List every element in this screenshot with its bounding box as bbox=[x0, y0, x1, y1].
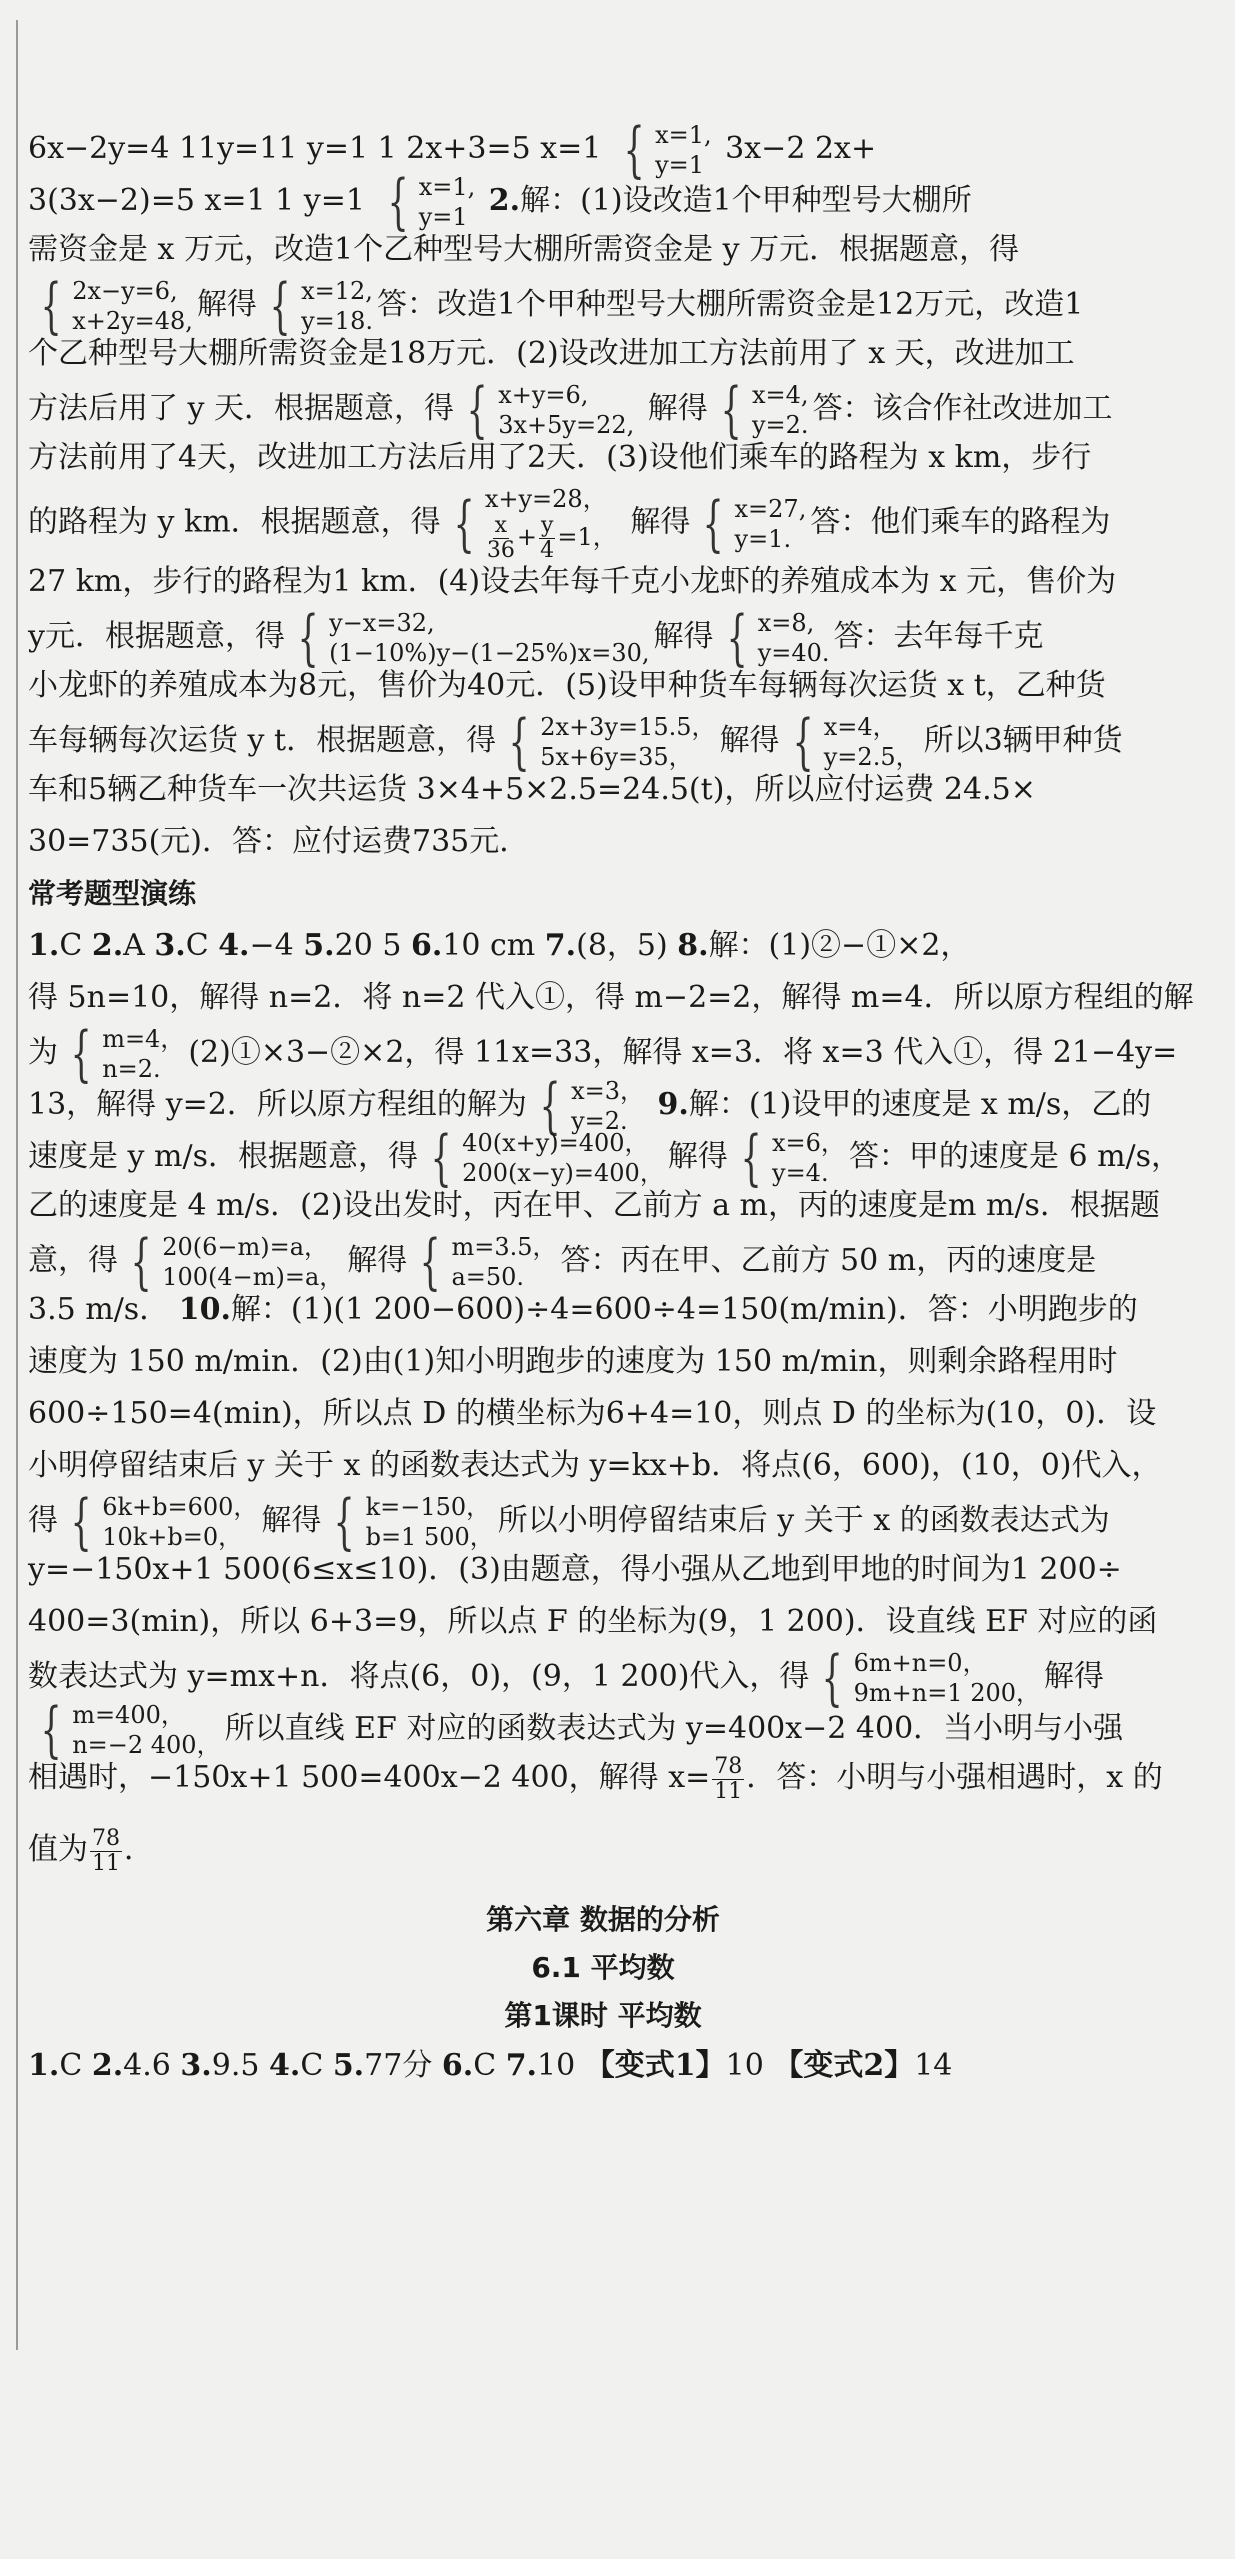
system-rows bbox=[72, 276, 193, 336]
system-row: 2x+3y=15.5， bbox=[540, 713, 716, 741]
equation-system bbox=[325, 1487, 494, 1557]
question-number: 7. bbox=[505, 2048, 538, 2083]
system-row: y=2. bbox=[571, 1107, 628, 1135]
text-run: 答：甲的速度是 6 m/s， bbox=[848, 1139, 1182, 1174]
left-brace: { bbox=[269, 271, 291, 341]
text-line bbox=[28, 556, 1178, 608]
system-row: y=40. bbox=[757, 639, 830, 667]
system-rows bbox=[102, 1024, 184, 1084]
section-heading: 常考题型演练 bbox=[28, 877, 197, 910]
system-rows bbox=[540, 712, 715, 772]
text-line bbox=[28, 1752, 1178, 1824]
question-number: 2. bbox=[488, 183, 521, 218]
text-run: 答：他们乘车的路程为 bbox=[810, 504, 1111, 540]
system-row: x=3， bbox=[571, 1077, 644, 1105]
system-rows bbox=[72, 1700, 220, 1760]
text-run: 4.6 bbox=[123, 2048, 181, 2083]
text-run: 600÷150=4(min)，所以点 D 的横坐标为6+4=10，则点 D 的坐标为(10，0)．设 bbox=[28, 1396, 1157, 1431]
system-row: x+2y=48, bbox=[72, 307, 193, 335]
numerator: 78 bbox=[92, 1825, 120, 1851]
text-line bbox=[28, 707, 1178, 777]
chapter-heading: 6.1 平均数 bbox=[531, 1951, 675, 1984]
text-run: 解得 bbox=[667, 1139, 728, 1174]
text-run: 解得 bbox=[1044, 1659, 1105, 1694]
text-run: 3x−2 2x+ bbox=[715, 131, 877, 166]
text-line bbox=[28, 224, 1178, 276]
text-run bbox=[648, 1087, 658, 1122]
system-row: x=6， bbox=[772, 1129, 845, 1157]
text-run: 10 bbox=[537, 2048, 585, 2083]
text-run: 77分 bbox=[364, 2048, 442, 2083]
text-run: 13，解得 y=2．所以原方程组的解为 bbox=[28, 1087, 527, 1122]
system-row: b=1 500， bbox=[365, 1523, 494, 1551]
system-row: 200(x−y)=400， bbox=[462, 1159, 664, 1187]
left-brace: { bbox=[419, 1227, 441, 1297]
text-line bbox=[28, 1019, 1178, 1089]
left-brace: { bbox=[333, 1487, 355, 1557]
system-row: x=1, bbox=[655, 121, 712, 149]
system-rows bbox=[102, 1492, 257, 1552]
equation-system bbox=[32, 1695, 221, 1765]
system-rows bbox=[758, 608, 830, 668]
system-row: 10k+b=0， bbox=[102, 1523, 243, 1551]
text-run: 3.5 m/s． bbox=[28, 1292, 179, 1327]
text-run: (8，5) bbox=[576, 928, 678, 963]
text-run: 3(3x−2)=5 x=1 1 y=1 bbox=[28, 183, 375, 218]
numerator: y bbox=[540, 513, 554, 538]
text-run: 解得 bbox=[347, 1243, 408, 1278]
text-run bbox=[479, 183, 489, 218]
text-run: 答：去年每千克 bbox=[833, 619, 1044, 654]
text-line bbox=[28, 972, 1194, 1024]
question-number: 5. bbox=[332, 2048, 365, 2083]
text-line bbox=[28, 1487, 1178, 1557]
text-run: C bbox=[473, 2048, 506, 2083]
left-margin-rule bbox=[16, 20, 18, 2350]
question-number: 8. bbox=[677, 928, 709, 963]
text-line bbox=[28, 2040, 1178, 2092]
text-run: 得 bbox=[28, 1503, 58, 1538]
text-run: y=−150x+1 500(6≤x≤10)．(3)由题意，得小强从乙地到甲地的时间为1 200÷ bbox=[28, 1552, 1122, 1587]
text-line bbox=[28, 1284, 1178, 1336]
system-row: (1−10%)y−(1−25%)x=30, bbox=[329, 639, 650, 667]
text-line bbox=[28, 1336, 1178, 1388]
text-run: ．答：小明与小强相遇时，x 的 bbox=[746, 1760, 1163, 1795]
text-run: C bbox=[300, 2048, 333, 2083]
text-line bbox=[28, 1388, 1178, 1440]
question-number: 3. bbox=[180, 2048, 212, 2083]
system-rows bbox=[498, 380, 634, 440]
system-row: 9m+n=1 200， bbox=[853, 1679, 1041, 1707]
text-run: 乙的速度是 4 m/s．(2)设出发时，丙在甲、乙前方 a m，丙的速度是m m/s．根据题 bbox=[28, 1188, 1160, 1223]
denominator: 11 bbox=[714, 1778, 743, 1804]
system-rows bbox=[571, 1076, 644, 1136]
system-row: y=18. bbox=[301, 307, 373, 335]
system-row: 20(6−m)=a， bbox=[162, 1233, 329, 1261]
equation-system bbox=[261, 271, 373, 341]
question-number: 10. bbox=[178, 1292, 231, 1327]
text-line bbox=[28, 920, 1178, 972]
left-brace: { bbox=[720, 375, 742, 445]
text-run: 解得 bbox=[719, 723, 780, 758]
text-run: 值为 bbox=[28, 1832, 88, 1867]
text-run: 10 cm bbox=[442, 928, 545, 963]
text-line bbox=[28, 1695, 1178, 1765]
left-brace: { bbox=[623, 115, 645, 185]
system-rows bbox=[301, 276, 373, 336]
system-row: m=3.5， bbox=[451, 1233, 557, 1261]
text-line bbox=[28, 1227, 1178, 1297]
text-run: 30=735(元)．答：应付运费735元． bbox=[28, 824, 530, 859]
question-number: 4. bbox=[268, 2048, 301, 2083]
text-run: 相遇时，−150x+1 500=400x−2 400，解得 x= bbox=[28, 1760, 711, 1795]
text-run: −4 bbox=[249, 928, 304, 963]
left-brace: { bbox=[387, 167, 409, 237]
text-run: 速度是 y m/s．根据题意，得 bbox=[28, 1139, 418, 1174]
equation-system bbox=[445, 484, 617, 563]
equation-system bbox=[122, 1227, 344, 1297]
text-line bbox=[28, 764, 1178, 816]
equation-system bbox=[694, 488, 807, 559]
text-run: 答：丙在甲、乙前方 50 m，丙的速度是 bbox=[560, 1243, 1097, 1278]
left-brace: { bbox=[453, 488, 475, 559]
text-line bbox=[28, 1824, 1178, 1896]
text-run: y元．根据题意，得 bbox=[28, 619, 285, 654]
system-row: y=4. bbox=[772, 1159, 829, 1187]
chapter-heading: 第1课时 平均数 bbox=[504, 1999, 702, 2032]
system-row: x=4， bbox=[823, 713, 897, 741]
left-brace: { bbox=[40, 271, 62, 341]
text-run: 解：(1)(1 200−600)÷4=600÷4=150(m/min)．答：小明跑步的 bbox=[230, 1292, 1138, 1327]
text-run: 解：(1)设改造1个甲种型号大棚所 bbox=[520, 183, 972, 218]
left-brace: { bbox=[70, 1019, 92, 1089]
left-brace: { bbox=[821, 1643, 844, 1713]
fraction bbox=[712, 1755, 744, 1804]
denominator: 11 bbox=[92, 1850, 120, 1876]
denominator: 36 bbox=[486, 538, 515, 563]
text-run: 方法前用了4天，改进加工方法后用了2天．(3)设他们乘车的路程为 x km，步行 bbox=[28, 440, 1092, 475]
text-run: 解得 bbox=[653, 619, 714, 654]
system-row: a=50. bbox=[451, 1263, 525, 1291]
question-number: 3. bbox=[154, 928, 186, 963]
system-rows bbox=[462, 1128, 664, 1188]
system-row: k=−150， bbox=[365, 1493, 491, 1521]
text-run: 小龙虾的养殖成本为8元，售价为40元．(5)设甲种货车每辆每次运货 x t，乙种货 bbox=[28, 668, 1106, 703]
text-run: 20 5 bbox=[334, 928, 411, 963]
left-brace: { bbox=[508, 707, 530, 777]
text-line bbox=[28, 271, 1178, 341]
text-line bbox=[28, 115, 1178, 185]
text-run: 答：改造1个甲种型号大棚所需资金是12万元，改造1 bbox=[376, 287, 1084, 322]
left-brace: { bbox=[430, 1123, 452, 1193]
text-line bbox=[28, 603, 1178, 673]
text-run: 数表达式为 y=mx+n．将点(6，0)，(9，1 200)代入，得 bbox=[28, 1659, 810, 1694]
equation-system bbox=[813, 1643, 1041, 1713]
system-row: y−x=32, bbox=[329, 609, 435, 637]
equation-system bbox=[422, 1123, 664, 1193]
equation-system bbox=[62, 1487, 258, 1557]
question-number: 【变式1】 bbox=[584, 2048, 726, 2083]
text-line bbox=[28, 1643, 1178, 1713]
left-brace: { bbox=[792, 707, 814, 777]
text-run: 车和5辆乙种货车一次共运货 3×4+5×2.5=24.5(t)，所以应付运费 24.5× bbox=[28, 772, 1036, 807]
text-run: 解得 bbox=[261, 1503, 322, 1538]
system-row: x+y=6, bbox=[498, 381, 589, 409]
text-run: 速度为 150 m/min．(2)由(1)知小明跑步的速度为 150 m/min，则剩余路程用时 bbox=[28, 1344, 1118, 1379]
system-row: 6m+n=0， bbox=[853, 1649, 987, 1677]
question-number: 1. bbox=[28, 928, 60, 963]
text-line bbox=[28, 1180, 1178, 1232]
left-brace: { bbox=[539, 1071, 561, 1141]
equation-system bbox=[531, 1071, 644, 1141]
text-run: A bbox=[123, 928, 155, 963]
system-rows bbox=[824, 712, 920, 772]
left-brace: { bbox=[130, 1227, 152, 1297]
system-row: x=1, bbox=[418, 173, 476, 201]
equation-system bbox=[718, 603, 830, 673]
left-brace: { bbox=[40, 1695, 62, 1765]
question-number: 【变式2】 bbox=[773, 2048, 915, 2083]
text-line bbox=[28, 1123, 1182, 1193]
system-row: 2x−y=6, bbox=[72, 277, 178, 305]
left-brace: { bbox=[702, 488, 724, 559]
text-run: 意，得 bbox=[28, 1243, 118, 1278]
text-run: 解：(1)②−①×2， bbox=[708, 928, 971, 963]
text-run: 答：该合作社改进加工 bbox=[812, 391, 1113, 426]
equation-system bbox=[732, 1123, 845, 1193]
equation-system bbox=[379, 167, 476, 237]
question-number: 1. bbox=[28, 2048, 60, 2083]
text-run: 解：(1)设甲的速度是 x m/s，乙的 bbox=[688, 1087, 1152, 1122]
system-rows bbox=[366, 1492, 494, 1552]
equation-system bbox=[458, 375, 635, 445]
text-run: 10 bbox=[725, 2048, 774, 2083]
text-run: (2)①×3−②×2，得 11x=33，解得 x=3．将 x=3 代入①，得 21−4y= bbox=[188, 1035, 1178, 1070]
question-number: 2. bbox=[91, 2048, 124, 2083]
left-brace: { bbox=[70, 1487, 92, 1557]
equation-system bbox=[712, 375, 809, 445]
plus-sign: + bbox=[516, 523, 537, 551]
system-row: 3x+5y=22, bbox=[498, 411, 635, 439]
left-brace: { bbox=[740, 1123, 762, 1193]
text-run: 14 bbox=[914, 2048, 953, 2083]
denominator: 4 bbox=[540, 538, 555, 563]
system-row: x=27, bbox=[734, 494, 807, 523]
system-rows bbox=[451, 1232, 556, 1292]
equation-tail: =1， bbox=[557, 523, 617, 551]
system-row: 5x+6y=35， bbox=[540, 743, 693, 771]
text-line bbox=[28, 484, 1178, 563]
system-row: x=4, bbox=[751, 381, 809, 409]
left-brace: { bbox=[726, 603, 748, 673]
system-row: x=12, bbox=[301, 277, 373, 305]
fraction bbox=[90, 1827, 122, 1876]
equation-system bbox=[615, 115, 712, 185]
system-rows bbox=[329, 608, 649, 668]
text-run: 需资金是 x 万元，改造1个乙种型号大棚所需资金是 y 万元．根据题意，得 bbox=[28, 232, 1020, 267]
equation-system bbox=[289, 603, 650, 673]
numerator: 78 bbox=[714, 1753, 743, 1779]
system-rows bbox=[752, 380, 809, 440]
system-rows bbox=[419, 172, 476, 232]
text-run: 解得 bbox=[638, 391, 708, 426]
answer-content bbox=[28, 115, 1194, 2092]
text-line bbox=[28, 328, 1178, 380]
text-run: 9.5 bbox=[211, 2048, 269, 2083]
equation-system bbox=[32, 271, 193, 341]
left-brace: { bbox=[297, 603, 319, 673]
system-rows bbox=[162, 1232, 343, 1292]
system-rows bbox=[485, 484, 617, 563]
system-row: y=1 bbox=[418, 203, 468, 231]
text-line bbox=[28, 1544, 1178, 1596]
text-line bbox=[28, 1596, 1178, 1648]
equation-system bbox=[784, 707, 920, 777]
system-row: y=2.5， bbox=[823, 743, 920, 771]
text-run: C bbox=[59, 2048, 92, 2083]
equation-system bbox=[411, 1227, 557, 1297]
text-run: 个乙种型号大棚所需资金是18万元．(2)设改进加工方法前用了 x 天，改进加工 bbox=[28, 336, 1075, 371]
question-number: 2. bbox=[91, 928, 124, 963]
text-run: 所以直线 EF 对应的函数表达式为 y=400x−2 400．当小明与小强 bbox=[224, 1711, 1124, 1746]
question-number: 7. bbox=[544, 928, 577, 963]
system-row: 40(x+y)=400， bbox=[462, 1129, 649, 1157]
text-line bbox=[28, 1071, 1178, 1141]
system-row: y=1 bbox=[655, 151, 705, 179]
text-run: 的路程为 y km．根据题意，得 bbox=[28, 504, 441, 540]
text-line bbox=[28, 816, 1178, 868]
text-line bbox=[28, 660, 1178, 712]
text-run: 所以3辆甲种货 bbox=[923, 723, 1123, 758]
system-row: m=400， bbox=[72, 1701, 185, 1729]
system-rows bbox=[655, 120, 712, 180]
text-line bbox=[28, 375, 1178, 445]
question-number: 6. bbox=[441, 2048, 474, 2083]
system-rows bbox=[854, 1648, 1040, 1708]
text-line bbox=[28, 1440, 1178, 1492]
question-number: 9. bbox=[657, 1087, 689, 1122]
question-number: 5. bbox=[303, 928, 335, 963]
text-run: 得 5n=10，解得 n=2．将 n=2 代入①，得 m−2=2，解得 m=4．所以原方程组的解 bbox=[28, 980, 1194, 1015]
text-run: 解得 bbox=[620, 504, 691, 540]
system-row: y=1. bbox=[734, 524, 792, 553]
system-row: n=2. bbox=[102, 1055, 161, 1083]
chapter-heading: 第六章 数据的分析 bbox=[486, 1903, 720, 1936]
text-line bbox=[28, 432, 1178, 484]
system-row: n=−2 400， bbox=[72, 1731, 221, 1759]
left-brace: { bbox=[466, 375, 488, 445]
system-row: y=2. bbox=[751, 411, 809, 439]
text-run: 6x−2y=4 11y=11 y=1 1 2x+3=5 x=1 bbox=[28, 131, 611, 166]
equation-system bbox=[500, 707, 716, 777]
equation-system bbox=[62, 1019, 185, 1089]
text-run: 为 bbox=[28, 1035, 58, 1070]
text-run: 所以小明停留结束后 y 关于 x 的函数表达式为 bbox=[497, 1503, 1110, 1538]
text-run: ． bbox=[124, 1832, 154, 1867]
system-rows bbox=[772, 1128, 845, 1188]
system-rows bbox=[735, 494, 807, 554]
system-row: 100(4−m)=a， bbox=[162, 1263, 344, 1291]
text-run: 小明停留结束后 y 关于 x 的函数表达式为 y=kx+b．将点(6，600)，(10，0)代入， bbox=[28, 1448, 1162, 1483]
system-row: x=8, bbox=[757, 609, 815, 637]
system-row: x+y=28， bbox=[484, 485, 607, 513]
question-number: 4. bbox=[218, 928, 250, 963]
text-run: 27 km，步行的路程为1 km．(4)设去年每千克小龙虾的养殖成本为 x 元，售价为 bbox=[28, 564, 1117, 599]
text-run: 解得 bbox=[196, 287, 257, 322]
text-run: 方法后用了 y 天．根据题意，得 bbox=[28, 391, 455, 426]
system-row: m=4， bbox=[102, 1025, 185, 1053]
text-run: 400=3(min)，所以 6+3=9，所以点 F 的坐标为(9，1 200)．设直线 EF 对应的函 bbox=[28, 1604, 1158, 1639]
numerator: x bbox=[494, 513, 508, 538]
text-line bbox=[28, 167, 1178, 237]
text-run: C bbox=[185, 928, 219, 963]
question-number: 6. bbox=[410, 928, 443, 963]
text-run: C bbox=[59, 928, 92, 963]
text-run: 车每辆每次运货 y t．根据题意，得 bbox=[28, 723, 497, 758]
system-row: 6k+b=600， bbox=[102, 1493, 258, 1521]
